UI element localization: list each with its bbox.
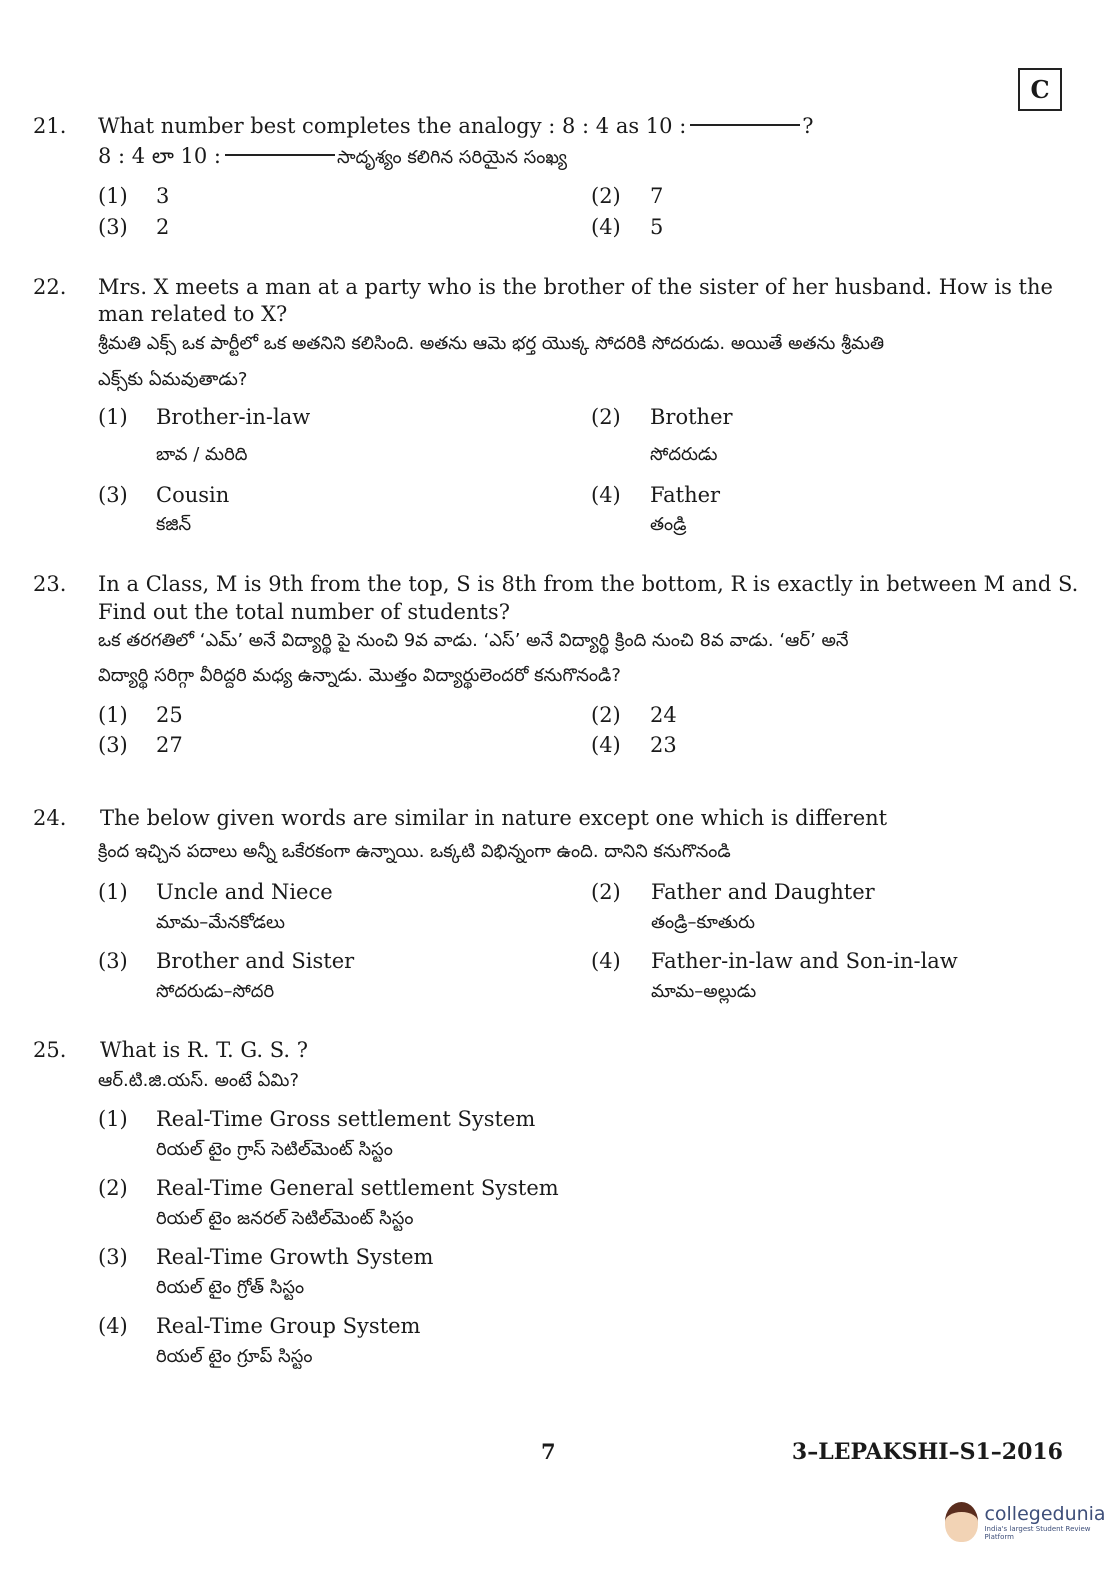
question-text: What is R. T. G. S. ? bbox=[100, 1038, 308, 1062]
option-label: (1) bbox=[98, 880, 128, 904]
option-text: Real-Time Group System bbox=[156, 1314, 421, 1338]
paper-code: 3–LEPAKSHI–S1–2016 bbox=[791, 1439, 1063, 1465]
question-text-telugu: 8 : 4 లా 10 : సాదృశ్యం కలిగిన సరియైన సంఖ్య bbox=[98, 144, 568, 168]
question-number: 21. bbox=[33, 114, 67, 138]
watermark-name: collegedunia bbox=[984, 1503, 1106, 1525]
option-label: (1) bbox=[98, 405, 128, 429]
question-number: 24. bbox=[33, 806, 67, 830]
option-text: Brother bbox=[650, 405, 733, 429]
question-text-telugu: ఆర్.టి.జి.యస్. అంటే ఏమి? bbox=[98, 1070, 300, 1091]
option-text-telugu: సోదరుడు–సోదరి bbox=[156, 981, 275, 1002]
option-text: Real-Time General settlement System bbox=[156, 1176, 559, 1200]
option-text: 3 bbox=[156, 184, 170, 208]
option-text-telugu: మామ–అల్లుడు bbox=[651, 981, 757, 1002]
option-text-telugu: రియల్ టైం గ్రాస్ సెటిల్‌మెంట్ సిస్టం bbox=[156, 1139, 393, 1160]
option-text-telugu: రియల్ టైం గ్రూప్ సిస్టం bbox=[156, 1346, 313, 1367]
option-label: (2) bbox=[98, 1176, 128, 1200]
option-text: 23 bbox=[650, 733, 677, 757]
option-text: Real-Time Gross settlement System bbox=[156, 1107, 536, 1131]
watermark-tagline: India's largest Student Review Platform bbox=[984, 1525, 1091, 1541]
question-text: The below given words are similar in nature except one which is different bbox=[100, 806, 888, 830]
set-code-box: C bbox=[1018, 68, 1062, 111]
option-text-telugu: తండ్రి–కూతురు bbox=[651, 912, 756, 933]
option-text-telugu: సోదరుడు bbox=[650, 444, 718, 465]
option-label: (3) bbox=[98, 1245, 128, 1269]
question-number: 23. bbox=[33, 572, 67, 596]
option-label: (3) bbox=[98, 215, 128, 239]
question-text: man related to X? bbox=[98, 302, 288, 326]
page-number: 7 bbox=[541, 1439, 556, 1464]
question-text: In a Class, M is 9th from the top, S is 8th from the bottom, R is exactly in between M and S. bbox=[98, 572, 1079, 596]
option-text-telugu: కజిన్ bbox=[156, 514, 192, 535]
option-label: (4) bbox=[98, 1314, 128, 1338]
option-label: (3) bbox=[98, 733, 128, 757]
option-text: 5 bbox=[650, 215, 664, 239]
option-text: 24 bbox=[650, 703, 677, 727]
option-label: (3) bbox=[98, 483, 128, 507]
option-label: (1) bbox=[98, 1107, 128, 1131]
mascot-icon bbox=[945, 1502, 978, 1542]
option-label: (4) bbox=[591, 733, 621, 757]
option-label: (1) bbox=[98, 184, 128, 208]
option-label: (4) bbox=[591, 949, 621, 973]
option-text: Brother-in-law bbox=[156, 405, 311, 429]
option-text-telugu: బావ / మరిది bbox=[156, 444, 248, 465]
option-text-telugu: రియల్ టైం జనరల్ సెటిల్‌మెంట్ సిస్టం bbox=[156, 1208, 414, 1229]
option-text: 2 bbox=[156, 215, 170, 239]
option-text: Brother and Sister bbox=[156, 949, 355, 973]
option-text: 27 bbox=[156, 733, 183, 757]
option-text: 25 bbox=[156, 703, 183, 727]
option-text: Father bbox=[650, 483, 721, 507]
option-text-telugu: తండ్రి bbox=[650, 514, 687, 535]
option-label: (4) bbox=[591, 215, 621, 239]
question-text: Mrs. X meets a man at a party who is the brother of the sister of her husband. How is the bbox=[98, 275, 1053, 299]
option-text: Father-in-law and Son-in-law bbox=[651, 949, 958, 973]
option-label: (4) bbox=[591, 483, 621, 507]
option-text: Uncle and Niece bbox=[156, 880, 333, 904]
question-number: 25. bbox=[33, 1038, 67, 1062]
question-text-telugu: విద్యార్థి సరిగ్గా వీరిద్దరి మధ్య ఉన్నాడు. మొత్తం విద్యార్థులెందరో కనుగొనండి? bbox=[98, 665, 621, 686]
question-number: 22. bbox=[33, 275, 67, 299]
option-text-telugu: మామ–మేనకోడలు bbox=[156, 912, 286, 933]
question-text-telugu: ఒక తరగతిలో ‘ఎమ్’ అనే విద్యార్థి పై నుంచి 9వ వాడు. ‘ఎస్’ అనే విద్యార్థి క్రింది నుంచి 8వ వాడు. ‘ఆర్’ అనే bbox=[98, 630, 849, 651]
option-text: Cousin bbox=[156, 483, 230, 507]
question-text: Find out the total number of students? bbox=[98, 600, 510, 624]
option-label: (2) bbox=[591, 184, 621, 208]
option-label: (3) bbox=[98, 949, 128, 973]
option-label: (2) bbox=[591, 703, 621, 727]
option-text-telugu: రియల్ టైం గ్రోత్ సిస్టం bbox=[156, 1277, 305, 1298]
option-label: (2) bbox=[591, 405, 621, 429]
collegedunia-watermark bbox=[945, 1502, 1120, 1542]
question-text: What number best completes the analogy : 8 : 4 as 10 : ? bbox=[98, 114, 814, 138]
option-label: (1) bbox=[98, 703, 128, 727]
question-text-telugu: క్రింద ఇచ్చిన పదాలు అన్నీ ఒకేరకంగా ఉన్నాయి. ఒక్కటి విభిన్నంగా ఉంది. దానిని కనుగొనండి bbox=[98, 841, 731, 862]
option-text: 7 bbox=[650, 184, 664, 208]
option-text: Real-Time Growth System bbox=[156, 1245, 434, 1269]
option-text: Father and Daughter bbox=[651, 880, 875, 904]
option-label: (2) bbox=[591, 880, 621, 904]
question-text-telugu: ఎక్స్‌కు ఏమవుతాడు? bbox=[98, 369, 248, 390]
question-text-telugu: శ్రీమతి ఎక్స్ ఒక పార్టీలో ఒక అతనిని కలిసింది. అతను ఆమె భర్త యొక్క సోదరికి సోదరుడు. అయితే అతను శ్రీమతి bbox=[98, 333, 885, 354]
